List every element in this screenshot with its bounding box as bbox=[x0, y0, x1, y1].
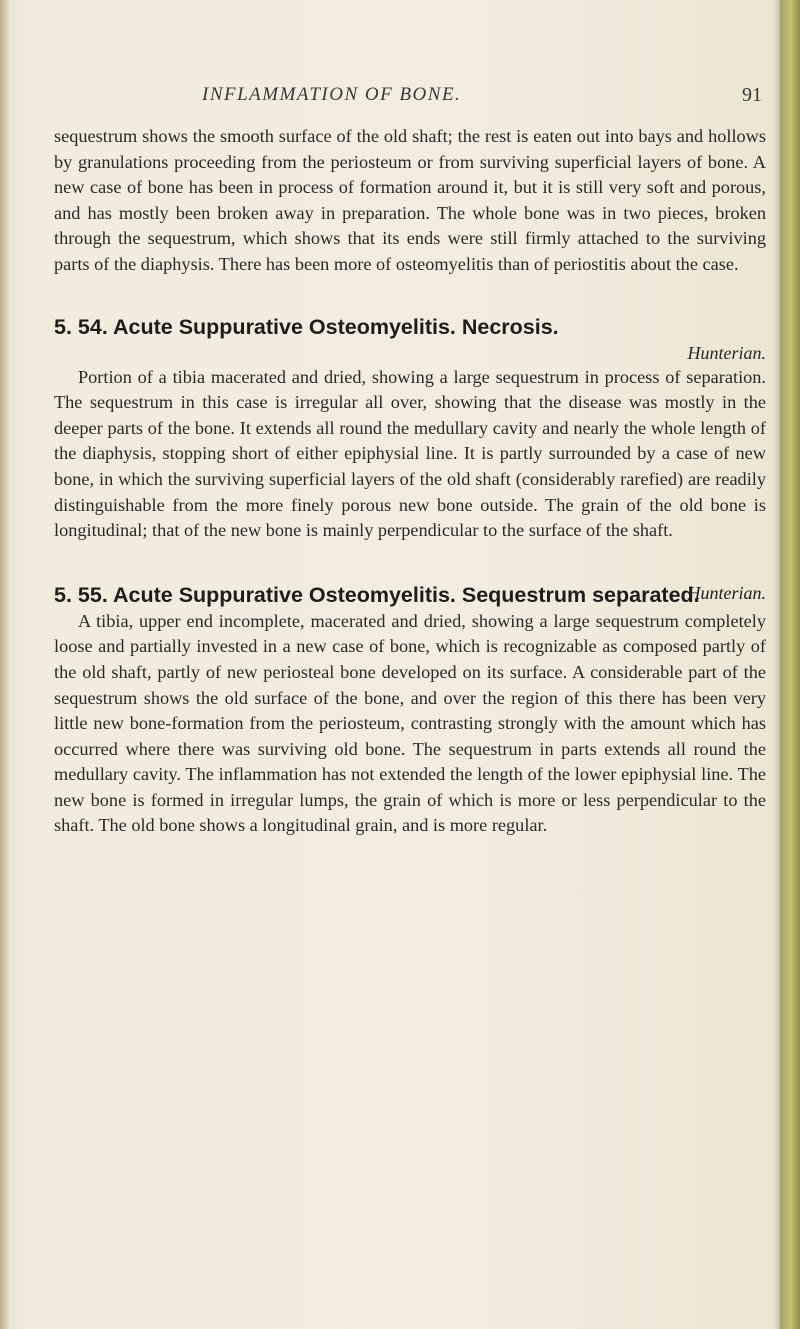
specimen-source: Hunterian. bbox=[687, 342, 766, 363]
page-right-edge bbox=[780, 0, 800, 1329]
specimen-title: Acute Suppurative Osteomyelitis. Necrosis. bbox=[112, 314, 559, 339]
page-content bbox=[54, 124, 766, 839]
running-header bbox=[62, 84, 762, 118]
specimen-title: Acute Suppurative Osteomyelitis. Sequestrum separated. bbox=[112, 582, 700, 607]
specimen-number: 5. 54. bbox=[54, 314, 108, 339]
specimen-section-5-55 bbox=[54, 582, 766, 839]
specimen-heading bbox=[54, 582, 766, 609]
specimen-description: A tibia, upper end incomplete, macerated and dried, showing a large sequestrum completely loose and partially invested in a new case of bone, which is recognizable as composed partly of the old shaft, partly of new periosteal bone developed on its surface. A considerable part of the sequestrum shows the old surface of the bone, and over the region of this there has been very little new bone-formation from the periosteum, contrasting strongly with the amount which has occurred where there was surviving old bone. The sequestrum in parts extends all round the medullary cavity. The inflammation has not extended the length of the lower epiphysial line. The new bone is formed in irregular lumps, the grain of which is more or less perpendicular to the shaft. The old bone shows a longitudinal grain, and is more regular. bbox=[54, 610, 766, 836]
specimen-heading bbox=[54, 314, 766, 341]
page-left-edge bbox=[0, 0, 10, 1329]
running-header-title: INFLAMMATION OF BONE. bbox=[202, 84, 462, 105]
specimen-description: Portion of a tibia macerated and dried, showing a large sequestrum in process of separation. The sequestrum in this case is irregular all over, showing that the disease was mostly in the deeper parts of the bone. It extends all round the medullary cavity and nearly the whole length of the diaphysis, stopping short of either epiphysial line. It is partly surrounded by a case of new bone, in which the surviving superficial layers of the old shaft (considerably rarefied) are readily distinguishable from the more finely porous new bone outside. The grain of the old bone is longitudinal; that of the new bone is mainly perpendicular to the surface of the shaft. bbox=[54, 366, 766, 541]
specimen-source: Hunterian. bbox=[687, 582, 766, 603]
specimen-number: 5. 55. bbox=[54, 582, 108, 607]
page-number: 91 bbox=[742, 84, 762, 106]
specimen-section-5-54 bbox=[54, 314, 766, 544]
intro-paragraph: sequestrum shows the smooth surface of the old shaft; the rest is eaten out into bays and hollows by granulations proceeding from the periosteum or from surviving superficial layers of bone. A new case of bone has been in process of formation around it, but it is still very soft and porous, and has mostly been broken away in preparation. The whole bone was in two pieces, broken through the sequestrum, which shows that its ends were still firmly attached to the surviving parts of the diaphysis. There has been more of osteomyelitis than of periostitis about the case. bbox=[54, 126, 766, 274]
